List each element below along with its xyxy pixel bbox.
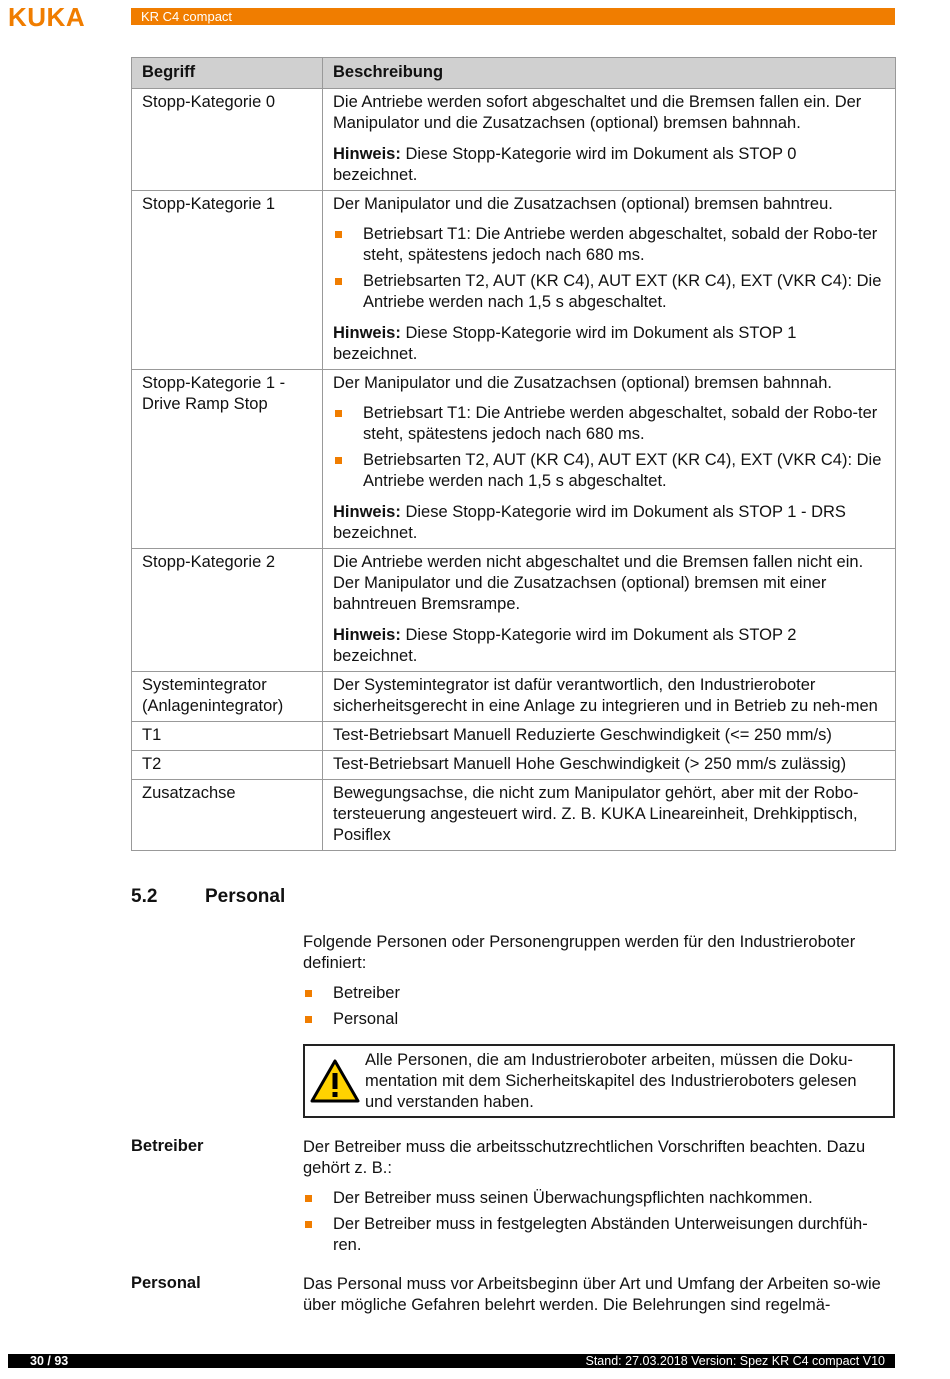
section-intro [303,932,895,1035]
warning-box [303,1044,895,1118]
version-info: Stand: 27.03.2018 Version: Spez KR C4 compact V10 [585,1354,885,1368]
table-row [132,549,896,672]
hint-paragraph [333,323,885,365]
description-cell [323,549,896,672]
hint-label: Hinweis: [333,503,401,521]
list-item: Betriebsart T1: Die Antriebe werden abgeschaltet, sobald der Robo-ter steht, spätestens jedoch nach 680 ms. [333,403,885,445]
kuka-logo: KUKA [8,2,86,32]
hint-text: Diese Stopp-Kategorie wird im Dokument als STOP 0 bezeichnet. [333,145,797,184]
description-text: Die Antriebe werden sofort abgeschaltet und die Bremsen fallen ein. Der Manipulator und die Zusatzachsen (optional) bremsen bahnnah. [333,93,862,132]
table-row [132,89,896,191]
personal-label: Personal [131,1274,201,1292]
term-cell: Stopp-Kategorie 1 - Drive Ramp Stop [132,370,323,549]
list-item: Betriebsarten T2, AUT (KR C4), AUT EXT (KR C4), EXT (VKR C4): Die Antriebe werden nach 1,5 s abgeschaltet. [333,450,885,492]
section-title: Personal [205,886,286,907]
description-cell [323,722,896,751]
list-item: Betreiber [303,983,895,1004]
description-text: Test-Betriebsart Manuell Reduzierte Geschwindigkeit (<= 250 mm/s) [333,726,832,744]
personal-block [303,1274,895,1316]
term-cell: Stopp-Kategorie 2 [132,549,323,672]
term-cell: Stopp-Kategorie 1 [132,191,323,370]
hint-label: Hinweis: [333,324,401,342]
description-text: Die Antriebe werden nicht abgeschaltet und die Bremsen fallen nicht ein. Der Manipulator und die Zusatzachsen (optional) bremsen mit einer bahntreuen Bremsrampe. [333,553,864,613]
description-cell [323,370,896,549]
description-cell [323,672,896,722]
betreiber-text: Der Betreiber muss die arbeitsschutzrechtlichen Vorschriften beachten. Dazu gehört z. B.: [303,1138,866,1177]
table-row [132,370,896,549]
terms-table [131,57,896,851]
bullet-list [303,983,895,1030]
description-text: Der Systemintegrator ist dafür verantwortlich, den Industrieroboter sicherheitsgerecht in eine Anlage zu integrieren und in Betrieb zu neh-men [333,676,878,715]
betreiber-block [303,1137,895,1261]
table-header-row [132,58,896,89]
footer-bar [8,1354,895,1368]
section-number: 5.2 [131,886,158,907]
term-cell: T1 [132,722,323,751]
page-number: 30 / 93 [30,1354,69,1368]
hint-text: Diese Stopp-Kategorie wird im Dokument als STOP 2 bezeichnet. [333,626,797,665]
table-row [132,722,896,751]
section-heading [131,886,285,908]
table-row [132,672,896,722]
bullet-list [303,1188,895,1256]
hint-text: Diese Stopp-Kategorie wird im Dokument als STOP 1 bezeichnet. [333,324,797,363]
column-header-term: Begriff [132,58,323,89]
list-item: Personal [303,1009,895,1030]
bullet-list [333,224,885,313]
term-cell: Zusatzachse [132,780,323,851]
list-item: Betriebsarten T2, AUT (KR C4), AUT EXT (KR C4), EXT (VKR C4): Die Antriebe werden nach 1,5 s abgeschaltet. [333,271,885,313]
term-cell: Systemintegrator (Anlagenintegrator) [132,672,323,722]
list-item: Betriebsart T1: Die Antriebe werden abgeschaltet, sobald der Robo-ter steht, spätestens jedoch nach 680 ms. [333,224,885,266]
hint-paragraph [333,625,885,667]
description-text: Bewegungsachse, die nicht zum Manipulator gehört, aber mit der Robo-tersteuerung angesteuert wird. Z. B. KUKA Lineareinheit, Drehkipptisch, Posiflex [333,784,859,844]
hint-text: Diese Stopp-Kategorie wird im Dokument als STOP 1 - DRS bezeichnet. [333,503,846,542]
table-row [132,751,896,780]
personal-text: Das Personal muss vor Arbeitsbeginn über Art und Umfang der Arbeiten so-wie über mögliche Gefahren belehrt werden. Die Belehrungen sind regelmä- [303,1275,881,1314]
bullet-list [333,403,885,492]
hint-paragraph [333,502,885,544]
description-cell [323,751,896,780]
list-item: Der Betreiber muss in festgelegten Abständen Unterweisungen durchfüh-ren. [303,1214,895,1256]
description-cell [323,89,896,191]
hint-paragraph [333,144,885,186]
description-text: Test-Betriebsart Manuell Hohe Geschwindigkeit (> 250 mm/s zulässig) [333,755,847,773]
term-cell: Stopp-Kategorie 0 [132,89,323,191]
list-item: Der Betreiber muss seinen Überwachungspflichten nachkommen. [303,1188,895,1209]
term-cell: T2 [132,751,323,780]
warning-triangle-icon [310,1059,360,1103]
betreiber-label: Betreiber [131,1137,204,1155]
description-cell [323,780,896,851]
warning-text: Alle Personen, die am Industrieroboter arbeiten, müssen die Doku-mentation mit dem Sicherheitskapitel des Industrieroboters gelesen und verstanden haben. [365,1051,857,1111]
document-title: KR C4 compact [141,9,233,24]
table-row [132,780,896,851]
description-text: Der Manipulator und die Zusatzachsen (optional) bremsen bahntreu. [333,195,833,213]
table-row [132,191,896,370]
intro-text: Folgende Personen oder Personengruppen werden für den Industrieroboter definiert: [303,933,856,972]
description-cell [323,191,896,370]
column-header-description: Beschreibung [323,58,896,89]
header-bar [131,8,895,25]
hint-label: Hinweis: [333,626,401,644]
hint-label: Hinweis: [333,145,401,163]
description-text: Der Manipulator und die Zusatzachsen (optional) bremsen bahnnah. [333,374,832,392]
